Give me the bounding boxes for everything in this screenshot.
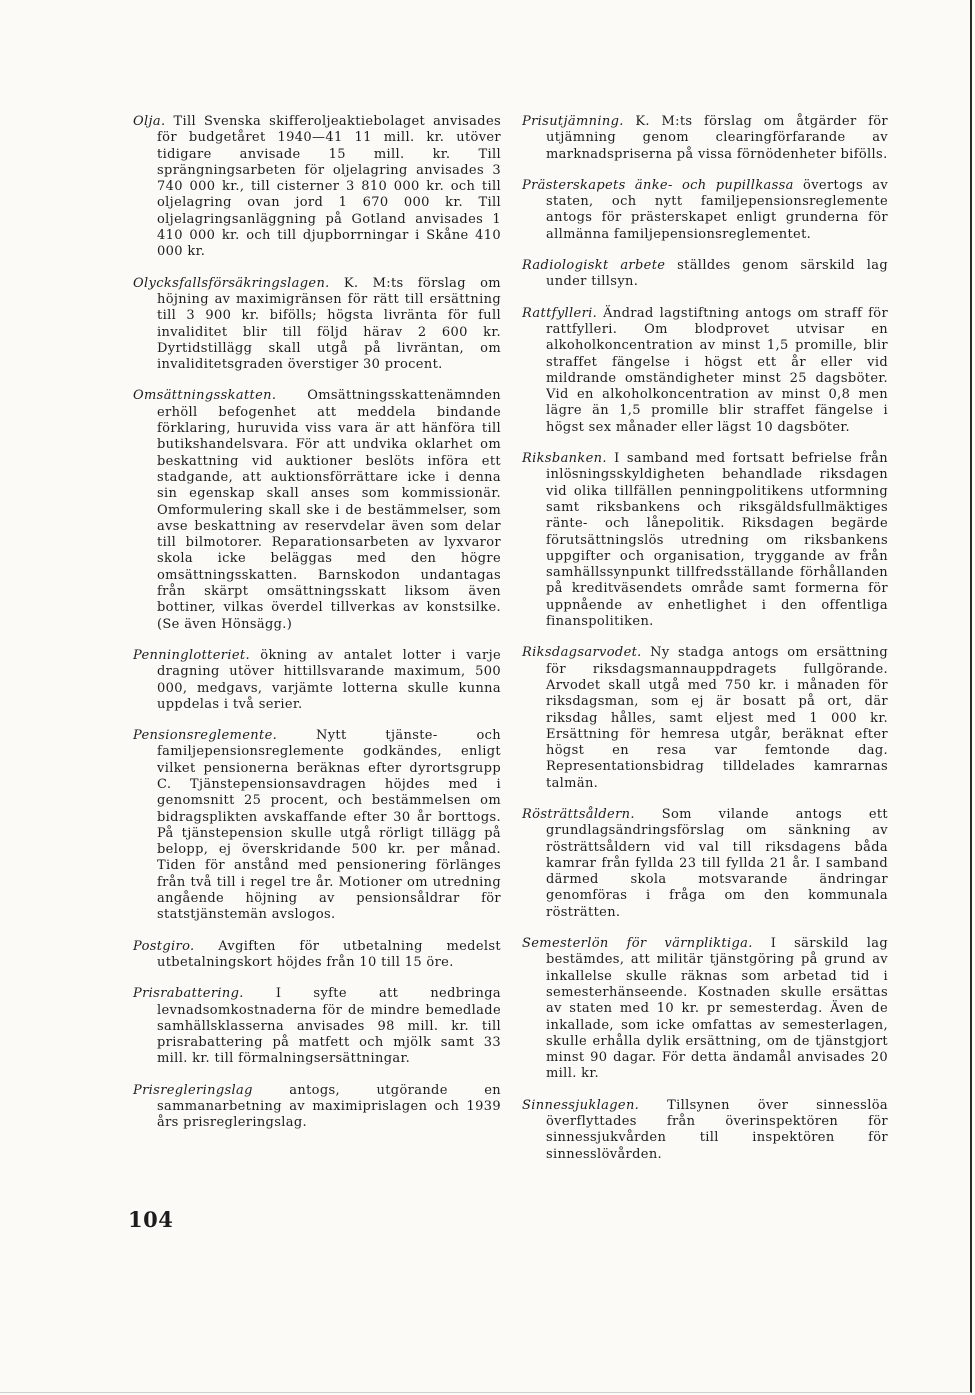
entry-term: Semesterlön för värnpliktiga. bbox=[522, 936, 753, 952]
entry-prisutjamning bbox=[522, 114, 888, 163]
entry-text: övertogs av staten, och nytt familjepensionsreglemente antogs för prästerskapet enligt grunderna för allmänna familjepensionsreglementet. bbox=[546, 177, 889, 242]
page-number: 104 bbox=[128, 1207, 174, 1232]
entry-olycksfallsforsakringslagen bbox=[133, 276, 501, 374]
right-column bbox=[522, 114, 888, 1178]
entry-postgiro bbox=[133, 939, 501, 972]
entry-prisregleringslag bbox=[133, 1083, 501, 1132]
entry-semesterlon bbox=[522, 936, 888, 1083]
entry-prasterskapets-kassa bbox=[522, 178, 888, 243]
entry-text: Avgiften för utbetalning medelst utbetalningskort höjdes från 10 till 15 öre. bbox=[157, 938, 501, 970]
entry-term: Olja. bbox=[133, 114, 166, 129]
entry-sinnessjuklagen bbox=[522, 1098, 888, 1163]
entry-text: K. M:ts förslag om åtgärder för utjämning genom clearingförfarande av marknadspriserna på vissa förnödenheter bifölls. bbox=[546, 114, 888, 162]
entry-text: Ny stadga antogs om ersättning för riksdagsmannauppdragets fullgörande. Arvodet skall utgå med 750 kr. i månaden för riksdagsman, som ej är bosatt på ort, där riksdag hålles, samt eljest med 1 000 kr. Ersättning för hemresa utgår, beräknat efter högst en resa var femtonde dag. Representationsbidrag tilldelades kamrarnas talmän. bbox=[546, 645, 888, 791]
entry-term: Rösträttsåldern. bbox=[522, 806, 635, 822]
entry-radiologiskt-arbete bbox=[522, 258, 888, 291]
entry-text: Som vilande antogs ett grundlagsändringsförslag om sänkning av rösträttsåldern vid val till riksdagens båda kamrar från fyllda 23 till fyllda 21 år. I samband därmed skola motsvarande ändringar genomföras i fråga om den kommunala rösträtten. bbox=[546, 806, 889, 920]
entry-term: Postgiro. bbox=[133, 938, 195, 954]
entry-term: Olycksfallsförsäkringslagen. bbox=[133, 275, 330, 291]
entry-term: Prisregleringslag bbox=[133, 1082, 253, 1098]
entry-rattfylleri bbox=[522, 306, 888, 436]
entry-pensionsreglemente bbox=[133, 728, 501, 924]
entry-text: I samband med fortsatt befrielse från inlösningsskyldigheten behandlade riksdagen vid olika tillfällen penningpolitikens utformning samt riksbankens och riksgäldsfullmäktiges ränte- och lånepolitik. Riksdagen begärde förutsättningslös utredning om riksbankens uppgifter och organisation, tryggande av från samhällssynpunkt tillfredsställande förhållanden på kreditväsendets område samt formerna för uppnående av enhetlighet i den offentliga finanspolitiken. bbox=[546, 451, 889, 630]
entry-term: Pensionsreglemente. bbox=[133, 728, 278, 744]
entry-text: antogs, utgörande en sammanarbetning av maximiprislagen och 1939 års prisregleringslag. bbox=[157, 1082, 501, 1131]
entry-text: I syfte att nedbringa levnadsomkostnaderna för de mindre bemedlade samhällsklasserna anvisades 98 mill. kr. till prisrabattering på matfett och mjölk samt 33 mill. kr. till förmalningsersättningar. bbox=[157, 986, 501, 1067]
entry-text: I särskild lag bestämdes, att militär tjänstgöring på grund av inkallelse skulle räknas som arbetad tid i semesterhänseende. Kostnaden skulle ersättas av staten med 10 kr. pr semesterdag. Även de inkallade, som icke omfattas av semesterlagen, skulle erhålla dylik ersättning, om de tjänstgjort minst 90 dagar. För detta ändamål anvisades 20 mill. kr. bbox=[546, 936, 888, 1082]
entry-text: ökning av antalet lotter i varje dragning utöver hittillsvarande maximum, 500 000, medgavs, varjämte lotterna skulle kunna uppdelas i två serier. bbox=[157, 647, 501, 712]
entry-text: Tillsynen över sinnesslöa överflyttades från överinspektören för sinnessjukvården till inspektören för sinnesslövården. bbox=[546, 1097, 888, 1162]
entry-text: Omsättningsskattenämnden erhöll befogenhet att meddela bindande förklaring, huruvida viss vara är att hänföra till butikshandelsvara. För att undvika oklarhet om beskattning vid auktioner beslöts införa ett stadgande, att auktionsförrättare icke i denna sin egenskap skall anses som kommissionär. Omformulering skall ske i de bestämmelser, som avse beskattning av reservdelar även som delar till bilmotorer. Reparationsarbeten av lyxvaror skola icke beläggas med den högre omsättningsskatten. Barnskodon undantagas från skärpt omsättningsskatt liksom även bottiner, vilkas överdel tillverkas av konstsilke. (Se även Hönsägg.) bbox=[157, 388, 501, 632]
entry-text: Ändrad lagstiftning antogs om straff för rattfylleri. Om blodprovet utvisar en alkoholkoncentration av minst 1,5 promille, blir straffet fängelse i högst ett år eller vid mildrande omständigheter minst 25 dagsböter. Vid en alkoholkoncentration av minst 0,8 men lägre än 1,5 promille blir straffet fängelse i högst sex månader eller lägst 10 dagsböter. bbox=[546, 305, 889, 435]
entry-term: Prisutjämning. bbox=[522, 114, 624, 129]
entry-text: Nytt tjänste- och familjepensionsreglemente godkändes, enligt vilket pensionerna beräknas efter dyrortsgrupp C. Tjänstepensionsavdragen höjdes med i genomsnitt 25 procent, och bestämmelsen om bidragsplikten avskaffande efter 30 år borttogs. På tjänstepension skulle utgå rörligt tillägg på belopp, ej överskridande 500 kr. per månad. Tiden för anstånd med pensionering förlänges från två till i regel tre år. Motioner om utredning angående höjning av pensionsåldrar för statstjänstemän avslogos. bbox=[157, 728, 501, 923]
entry-riksdagsarvodet bbox=[522, 645, 888, 792]
entry-term: Penninglotteriet. bbox=[133, 647, 250, 663]
entry-riksbanken bbox=[522, 451, 888, 630]
entry-text: Till Svenska skifferoljeaktiebolaget anvisades för budgetåret 1940—41 11 mill. kr. utöver tidigare anvisade 15 mill. kr. Till sprängningsarbeten för oljelagring anvisades 3 740 000 kr., till cisterner 3 810 000 kr. och till oljelagring ovan jord 1 670 000 kr. Till oljelagringsanläggning på Gotland anvisades 1 410 000 kr. och till djupborrningar i Skåne 410 000 kr. bbox=[157, 114, 502, 260]
entry-term: Radiologiskt arbete bbox=[522, 258, 666, 274]
entry-text: K. M:ts förslag om höjning av maximigränsen för rätt till ersättning till 3 900 kr. bifölls; högsta livränta för full invaliditet blir till följd härav 2 600 kr. Dyrtidstillägg skall utgå på livräntan, om invaliditetsgraden överstiger 30 procent. bbox=[157, 275, 501, 373]
left-column bbox=[133, 114, 501, 1147]
entry-term: Rattfylleri. bbox=[522, 305, 598, 321]
entry-olja bbox=[133, 114, 501, 261]
entry-text: ställdes genom särskild lag under tillsyn. bbox=[546, 258, 889, 290]
entry-prisrabattering bbox=[133, 986, 501, 1067]
entry-term: Riksdagsarvodet. bbox=[522, 645, 642, 661]
entry-penninglotteriet bbox=[133, 648, 501, 713]
entry-rostrattsaldern bbox=[522, 807, 888, 921]
entry-omsattningsskatten bbox=[133, 388, 501, 632]
entry-term: Sinnessjuklagen. bbox=[522, 1097, 640, 1113]
entry-term: Prästerskapets änke- och pupillkassa bbox=[522, 177, 794, 193]
entry-term: Omsättningsskatten. bbox=[133, 388, 277, 404]
entry-term: Riksbanken. bbox=[522, 451, 607, 467]
entry-term: Prisrabattering. bbox=[133, 986, 244, 1002]
